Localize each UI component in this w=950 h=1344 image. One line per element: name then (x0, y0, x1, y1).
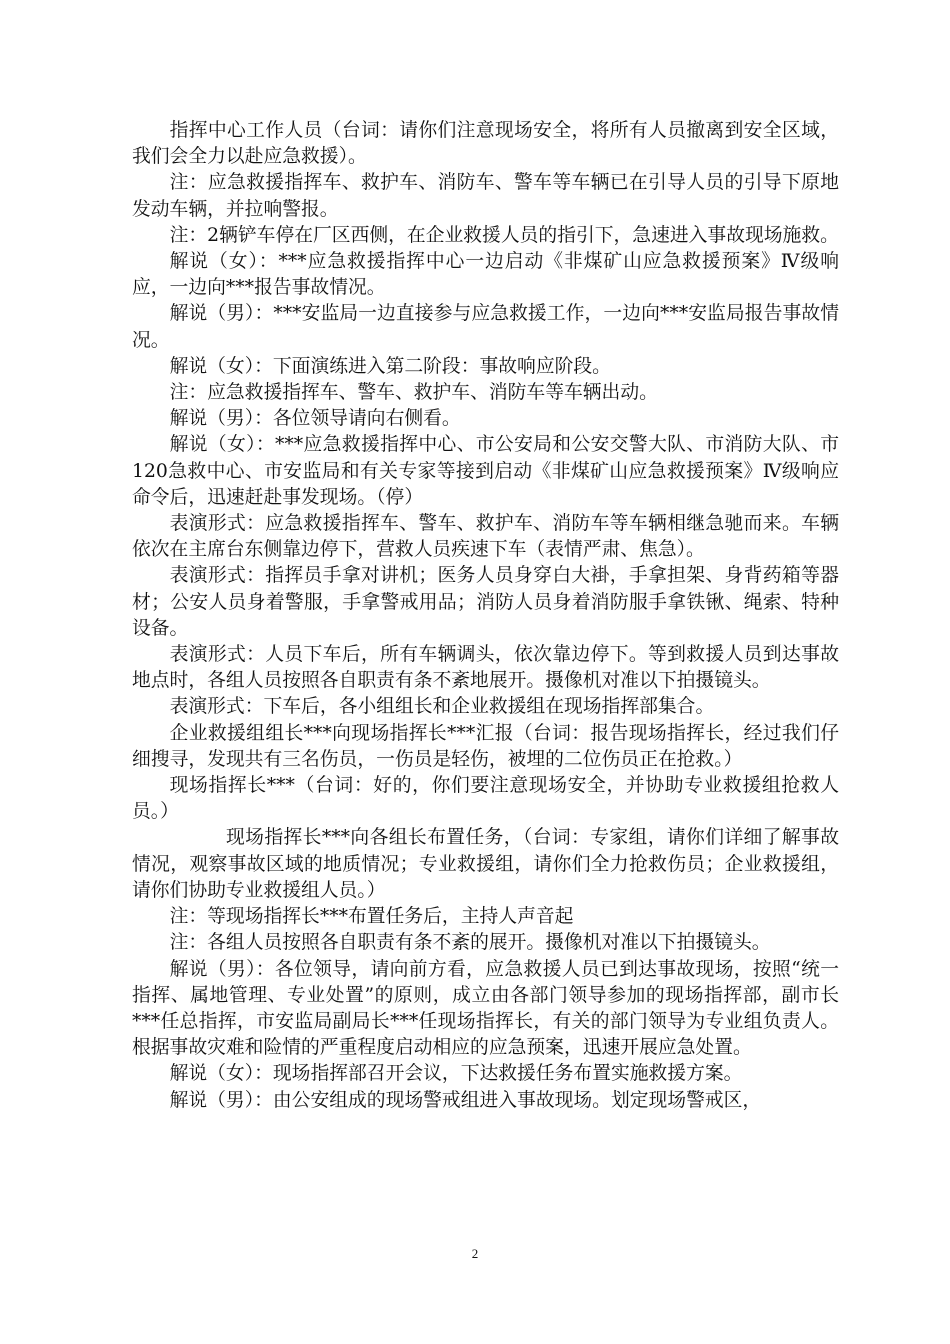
document-body (132, 118, 839, 1114)
page-number: 2 (471, 1246, 479, 1261)
paragraph-6: 解说（女）：下面演练进入第二阶段：事故响应阶段。 (169, 355, 611, 377)
paragraph-20: 解说（女）：现场指挥部召开会议，下达救援任务布置实施救援方案。 (169, 1063, 743, 1085)
paragraph-5: 解说（男）：***安监局一边直接参与应急救援工作，一边向***安监局报告事故情况。 (132, 303, 839, 351)
paragraph-21: 解说（男）：由公安组成的现场警戒组进入事故现场。划定现场警戒区， (169, 1089, 762, 1111)
paragraph-10: 表演形式：应急救援指挥车、警车、救护车、消防车等车辆相继急驰而来。车辆依次在主席台东侧靠边停下，营救人员疾速下车（表情严肃、焦急）。 (132, 513, 839, 561)
paragraph-12: 表演形式：人员下车后，所有车辆调头，依次靠边停下。等到救援人员到达事故地点时，各组人员按照各自职责有条不紊地展开。摄像机对准以下拍摄镜头。 (132, 644, 839, 692)
paragraph-2: 注：应急救援指挥车、救护车、消防车、警车等车辆已在引导人员的引导下原地发动车辆，并拉响警报。 (132, 172, 839, 220)
paragraph-4: 解说（女）：***应急救援指挥中心一边启动《非煤矿山应急救援预案》Ⅳ级响应，一边向***报告事故情况。 (132, 251, 839, 299)
paragraph-19: 解说（男）：各位领导，请向前方看，应急救援人员已到达事故现场，按照“统一指挥、属地管理、专业处置”的原则，成立由各部门领导参加的现场指挥部，副市长***任总指挥，市安监局副局长***任现场指挥长，有关的部门领导为专业组负责人。根据事故灾难和险情的严重程度启动相应的应急预案，迅速开展应急处置。 (132, 958, 839, 1059)
paragraph-1: 指挥中心工作人员（台词：请你们注意现场安全，将所有人员撤离到安全区域，我们会全力以赴应急救援）。 (132, 120, 839, 168)
paragraph-13: 表演形式：下车后，各小组组长和企业救援组在现场指挥部集合。 (169, 696, 715, 718)
paragraph-17: 注：等现场指挥长***布置任务后，主持人声音起 (169, 906, 574, 928)
paragraph-18: 注：各组人员按照各自职责有条不紊的展开。摄像机对准以下拍摄镜头。 (169, 932, 771, 954)
paragraph-7: 注：应急救援指挥车、警车、救护车、消防车等车辆出动。 (169, 382, 658, 404)
paragraph-3: 注：2辆铲车停在厂区西侧，在企业救援人员的指引下，急速进入事故现场施救。 (169, 224, 839, 246)
paragraph-8: 解说（男）：各位领导请向右侧看。 (169, 408, 461, 430)
paragraph-16: 现场指挥长***向各组长布置任务，（台词：专家组，请你们详细了解事故情况，观察事故区域的地质情况；专业救援组，请你们全力抢救伤员；企业救援组，请你们协助专业救援组人员。） (132, 827, 839, 901)
paragraph-14: 企业救援组组长***向现场指挥长***汇报（台词：报告现场指挥长，经过我们仔细搜寻，发现共有三名伤员，一伤员是轻伤，被埋的二位伤员正在抢救。） (132, 722, 839, 770)
paragraph-9: 解说（女）：***应急救援指挥中心、市公安局和公安交警大队、市消防大队、市120急救中心、市安监局和有关专家等接到启动《非煤矿山应急救援预案》Ⅳ级响应命令后，迅速赶赴事发现场。（停） (132, 434, 839, 508)
paragraph-11: 表演形式：指挥员手拿对讲机；医务人员身穿白大褂，手拿担架、身背药箱等器材；公安人员身着警服，手拿警戒用品；消防人员身着消防服手拿铁锹、绳索、特种设备。 (132, 565, 839, 639)
paragraph-15: 现场指挥长***（台词：好的，你们要注意现场安全，并协助专业救援组抢救人员。） (132, 775, 839, 823)
